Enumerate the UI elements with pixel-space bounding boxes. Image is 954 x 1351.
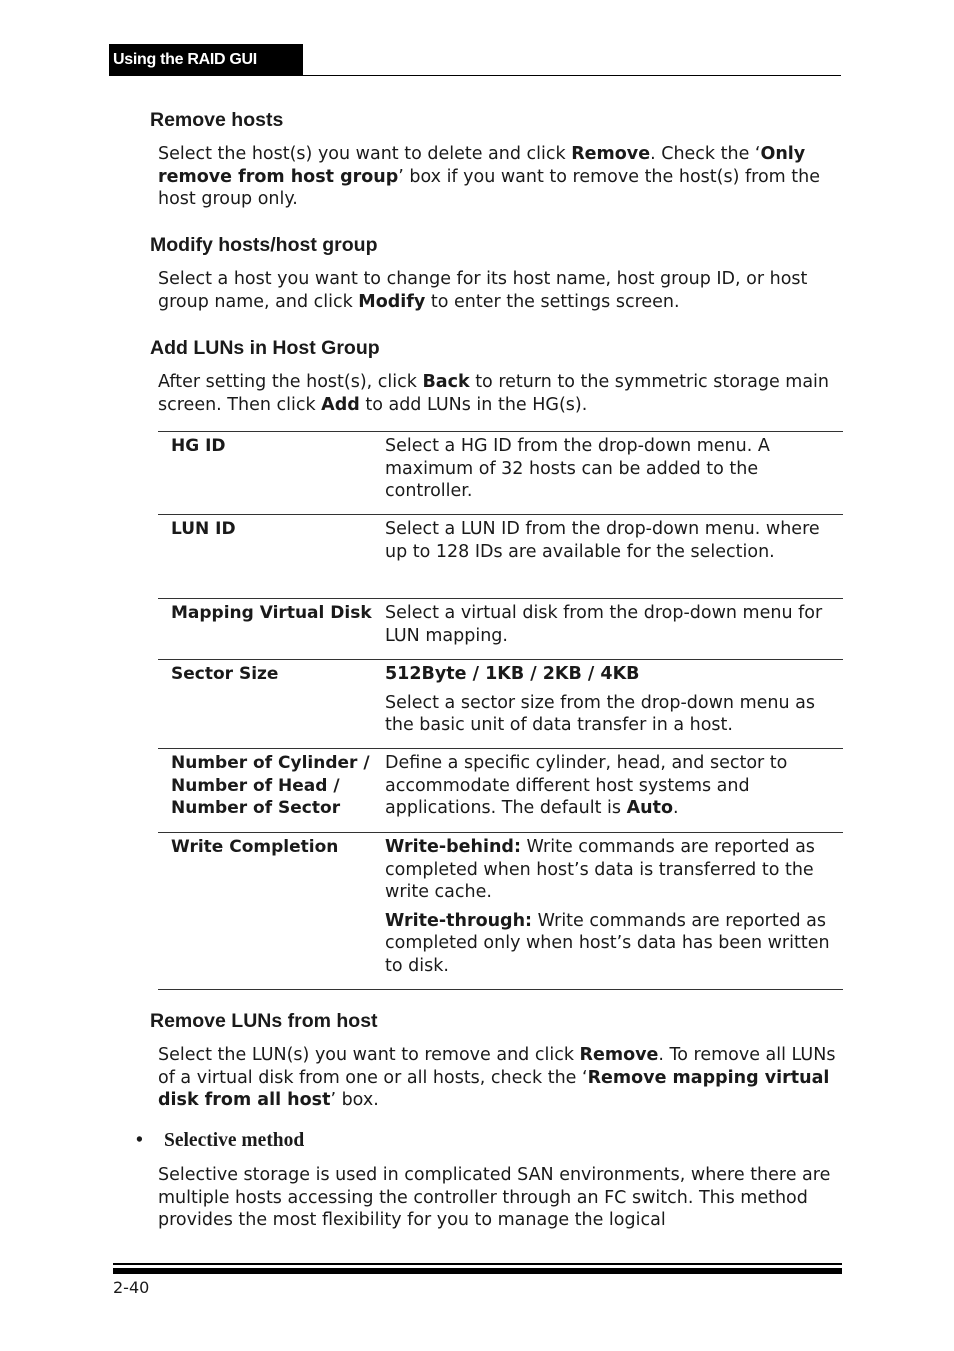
write-behind-text: Write-behind: Write commands are reported as completed when host’s data is transferred to the write cache.	[385, 837, 815, 902]
desc-lun-id: Select a LUN ID from the drop-down menu. where up to 128 IDs are available for the selection.	[385, 519, 820, 562]
table-row	[158, 599, 843, 660]
desc-hg-id: Select a HG ID from the drop-down menu. A maximum of 32 hosts can be added to the controller.	[385, 436, 770, 501]
para-add-luns: After setting the host(s), click Back to return to the symmetric storage main screen. Then click Add to add LUNs in the HG(s).	[158, 372, 830, 415]
term-geometry: Number of Cylinder / Number of Head / Number of Sector	[171, 753, 370, 818]
chapter-title: Using the RAID GUI	[113, 51, 257, 68]
term-mapping-virtual-disk: Mapping Virtual Disk	[171, 603, 372, 623]
heading-add-luns: Add LUNs in Host Group	[150, 337, 380, 359]
term-write-completion: Write Completion	[171, 837, 339, 857]
table-row	[158, 833, 843, 990]
term-sector-size: Sector Size	[171, 664, 279, 684]
lun-settings-table	[158, 431, 843, 990]
write-through-text: Write-through: Write commands are reported as completed only when host’s data has been written to disk.	[385, 910, 830, 976]
heading-modify-hosts: Modify hosts/host group	[150, 234, 378, 256]
para-remove-luns: Select the LUN(s) you want to remove and click Remove. To remove all LUNs of a virtual disk from one or all hosts, check the ‘Remove mapping virtual disk from all host’ box.	[158, 1045, 836, 1110]
para-modify-hosts: Select a host you want to change for its host name, host group ID, or host group name, and click Modify to enter the settings screen.	[158, 269, 808, 312]
desc-write-completion	[385, 833, 843, 990]
chapter-header-tab	[109, 44, 303, 76]
para-selective: Selective storage is used in complicated SAN environments, where there are multiple hosts accessing the controller through an FC switch. This method provides the most flexibility for you to manage the logical	[158, 1165, 831, 1230]
desc-mapping-virtual-disk: Select a virtual disk from the drop-down menu for LUN mapping.	[385, 603, 823, 646]
page-number: 2-40	[113, 1278, 150, 1297]
para-remove-hosts: Select the host(s) you want to delete and click Remove. Check the ‘Only remove from host group’ box if you want to remove the host(s) from the host group only.	[158, 144, 820, 209]
sector-size-options: 512Byte / 1KB / 2KB / 4KB	[385, 664, 640, 684]
sector-size-text: Select a sector size from the drop-down menu as the basic unit of data transfer in a host.	[385, 692, 815, 735]
desc-geometry: Define a specific cylinder, head, and sector to accommodate different host systems and applications. The default is Auto.	[385, 753, 788, 818]
header-rule	[109, 75, 841, 76]
bullet-icon: •	[136, 1130, 143, 1151]
bullet-selective-method	[136, 1130, 304, 1152]
footer-rule	[113, 1263, 842, 1272]
selective-method-heading: Selective method	[164, 1130, 305, 1151]
term-lun-id: LUN ID	[171, 519, 236, 539]
table-row	[158, 660, 843, 749]
desc-sector-size	[385, 660, 843, 749]
term-hg-id: HG ID	[171, 436, 226, 456]
heading-remove-luns: Remove LUNs from host	[150, 1010, 378, 1032]
table-row	[158, 432, 843, 515]
heading-remove-hosts: Remove hosts	[150, 109, 284, 131]
table-row	[158, 515, 843, 599]
table-row	[158, 749, 843, 833]
